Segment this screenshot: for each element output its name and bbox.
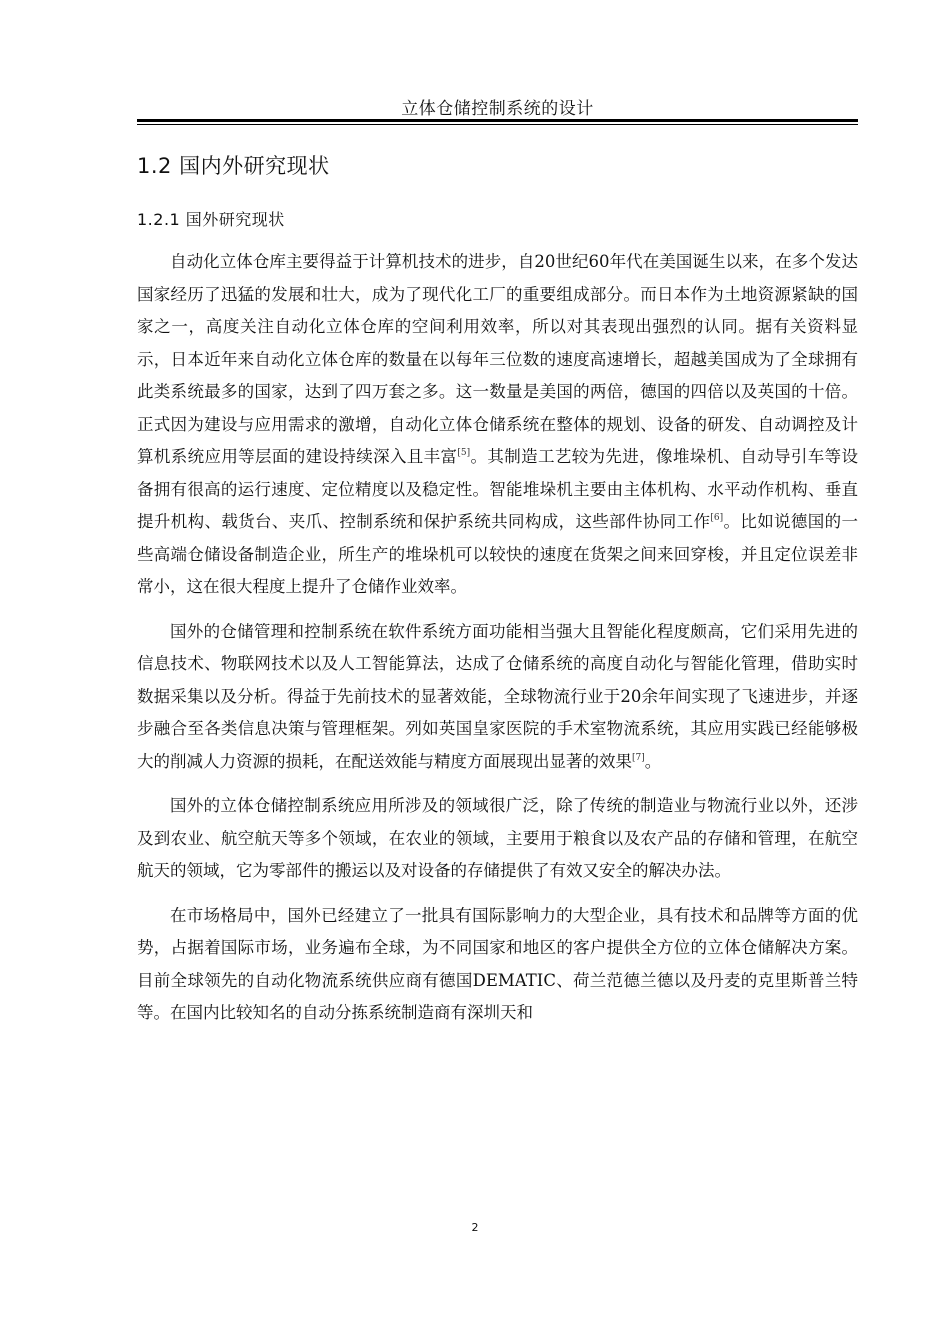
section-heading: 1.2 国内外研究现状 <box>137 154 330 178</box>
paragraph-3-text: 国外的立体仓储控制系统应用所涉及的领域很广泛，除了传统的制造业与物流行业以外，还涉及到农业、航空航天等多个领域，在农业的领域，主要用于粮食以及农产品的存储和管理，在航空航天的领域，它为零部件的搬运以及对设备的存储提供了有效又安全的解决办法。 <box>137 796 858 880</box>
page-number: 2 <box>471 1221 479 1234</box>
citation-6[interactable]: [6] <box>710 513 724 523</box>
header-rule-thick <box>137 119 858 122</box>
paragraph-1-text-c: 。比如说德国的一些高端仓储设备制造企业，所生产的堆垛机可以较快的速度在货架之间来回穿梭，并且定位误差非常小，这在很大程度上提升了仓储作业效率。 <box>137 512 859 596</box>
paragraph-1-text-a: 自动化立体仓库主要得益于计算机技术的进步，自20世纪60年代在美国诞生以来，在多个发达国家经历了迅猛的发展和壮大，成为了现代化工厂的重要组成部分。而日本作为土地资源紧缺的国家之一，高度关注自动化立体仓库的空间利用效率，所以对其表现出强烈的认同。据有关资料显示，日本近年来自动化立体仓库的数量在以每年三位数的速度高速增长，超越美国成为了全球拥有此类系统最多的国家，达到了四万套之多。这一数量是美国的两倍，德国的四倍以及英国的十倍。正式因为建设与应用需求的激增，自动化立体仓储系统在整体的规划、设备的研发、自动调控及计算机系统应用等层面的建设持续深入且丰富 <box>137 252 858 466</box>
paragraph-1 <box>137 246 858 604</box>
paragraph-4 <box>137 900 858 1030</box>
paragraph-1-text-b: 。其制造工艺较为先进，像堆垛机、自动导引车等设备拥有很高的运行速度、定位精度以及稳定性。智能堆垛机主要由主体机构、水平动作机构、垂直提升机构、载货台、夹爪、控制系统和保护系统共同构成，这些部件协同工作 <box>137 447 859 531</box>
header-rule-thin <box>137 124 858 125</box>
citation-7[interactable]: [7] <box>632 752 645 763</box>
paragraph-2-text-b: 。 <box>644 751 662 771</box>
citation-5[interactable]: [5] <box>457 448 471 458</box>
paragraph-2 <box>137 616 858 779</box>
paragraph-4-text: 在市场格局中，国外已经建立了一批具有国际影响力的大型企业，具有技术和品牌等方面的优势，占据着国际市场，业务遍布全球，为不同国家和地区的客户提供全方位的立体仓储解决方案。目前全球领先的自动化物流系统供应商有德国DEMATIC、荷兰范德兰德以及丹麦的克里斯普兰特等。在国内比较知名的自动分拣系统制造商有深圳天和 <box>137 905 858 1022</box>
subsection-heading: 1.2.1 国外研究现状 <box>137 210 285 229</box>
running-header-title: 立体仓储控制系统的设计 <box>401 99 594 119</box>
paragraph-2-text-a: 国外的仓储管理和控制系统在软件系统方面功能相当强大且智能化程度颇高，它们采用先进的信息技术、物联网技术以及人工智能算法，达成了仓储系统的高度自动化与智能化管理，借助实时数据采集以及分析。得益于先前技术的显著效能，全球物流行业于20余年间实现了飞速进步，并逐步融合至各类信息决策与管理框架。列如英国皇家医院的手术室物流系统，其应用实践已经能够极大的削减人力资源的损耗，在配送效能与精度方面展现出显著的效果 <box>137 621 858 771</box>
paragraph-3 <box>137 790 858 888</box>
body-text <box>137 246 858 1042</box>
